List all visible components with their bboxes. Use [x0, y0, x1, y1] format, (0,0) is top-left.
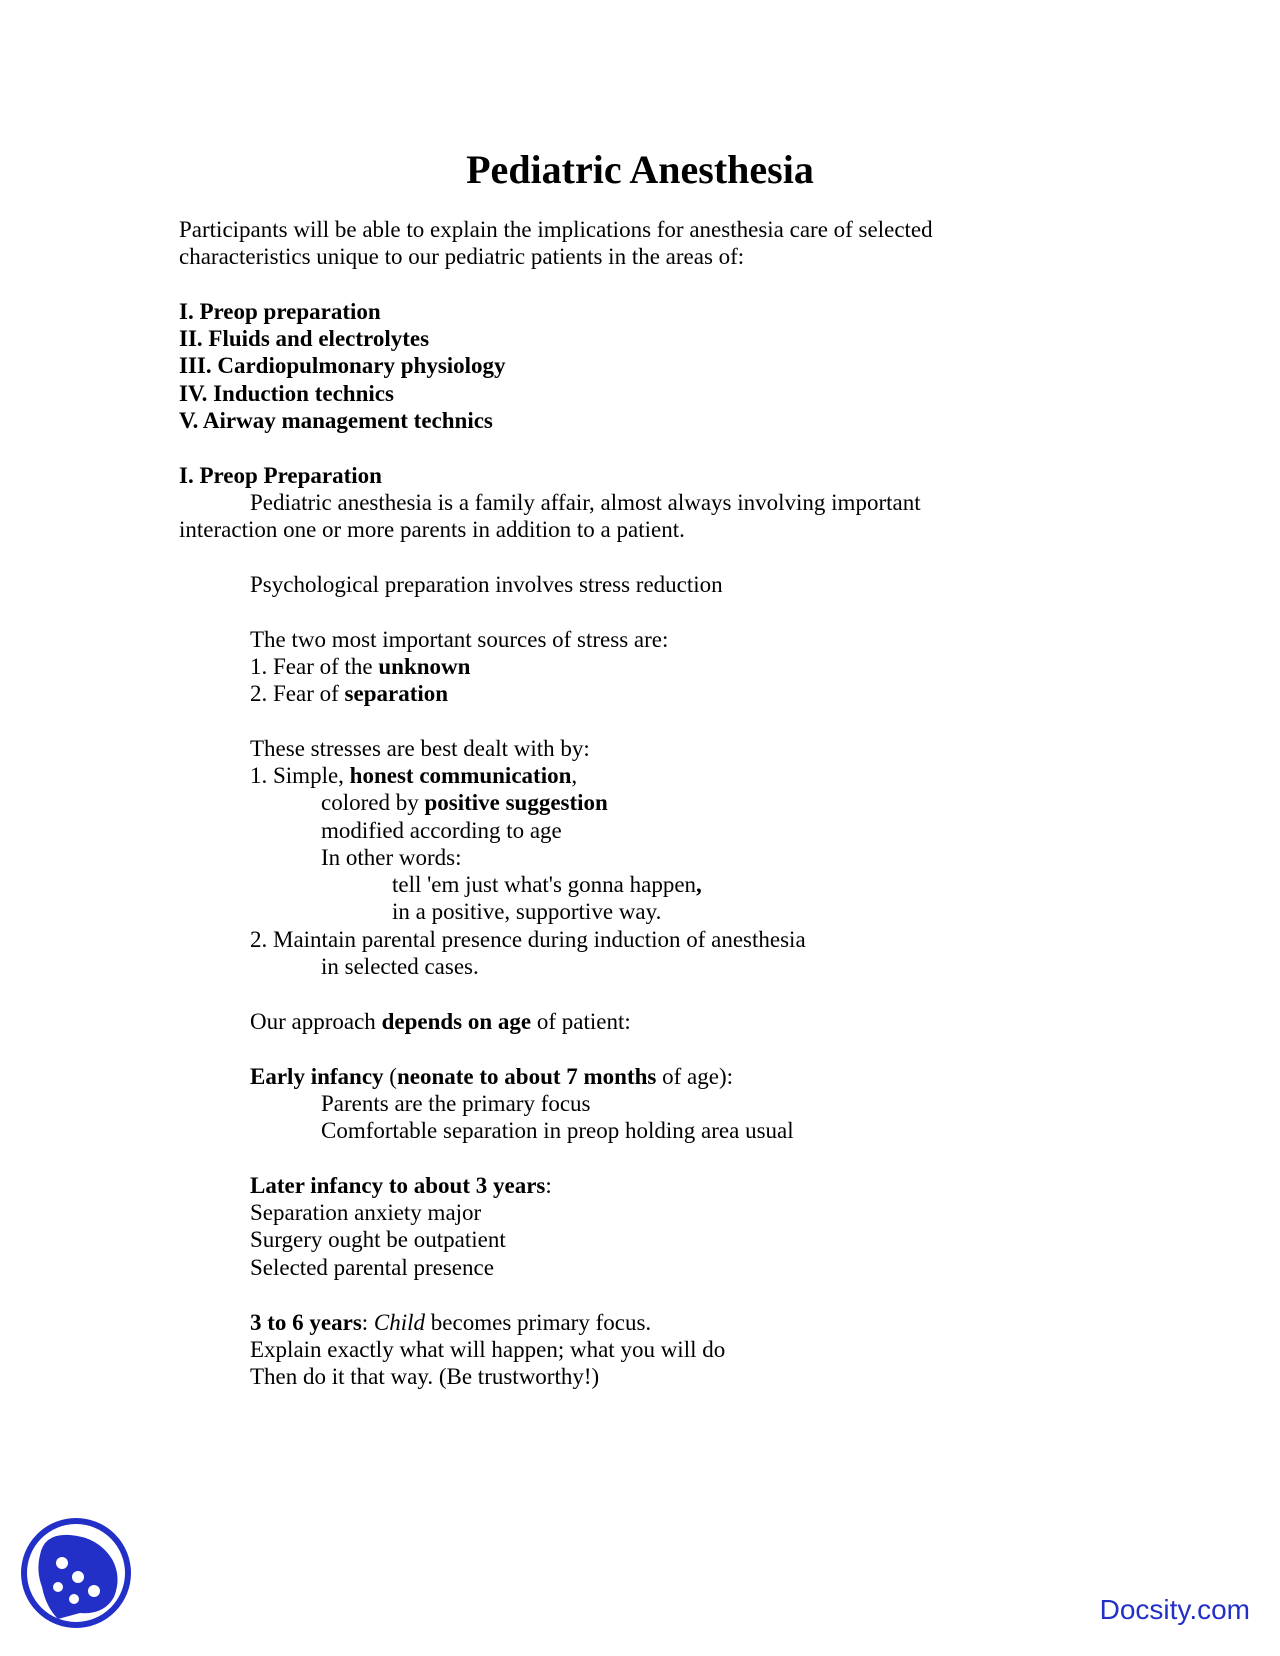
paragraph-line: Pediatric anesthesia is a family affair, almost always involving important [250, 490, 921, 515]
fear-item: 1. Fear of the unknown [250, 654, 471, 679]
strategy-item: 1. Simple, honest communication, [250, 763, 578, 788]
age-group-heading: 3 to 6 years: Child becomes primary focus. [250, 1310, 652, 1335]
approach-line: Our approach depends on age of patient: [250, 1009, 631, 1034]
outline-item: IV. Induction technics [179, 381, 394, 406]
outline-item: I. Preop preparation [179, 299, 381, 324]
age-group-detail: Separation anxiety major [250, 1200, 482, 1225]
age-group-detail: Comfortable separation in preop holding area usual [321, 1118, 794, 1143]
strategy-detail: In other words: [321, 845, 462, 870]
intro-line-1: Participants will be able to explain the implications for anesthesia care of selected [179, 217, 933, 242]
age-group-detail: Parents are the primary focus [321, 1091, 591, 1116]
outline-item: III. Cardiopulmonary physiology [179, 353, 506, 378]
strategy-item: 2. Maintain parental presence during induction of anesthesia [250, 927, 806, 952]
outline-item: V. Airway management technics [179, 408, 493, 433]
section-heading: I. Preop Preparation [179, 463, 382, 488]
fear-item: 2. Fear of separation [250, 681, 449, 706]
age-group-detail: Then do it that way. (Be trustworthy!) [250, 1364, 600, 1389]
paragraph-line: interaction one or more parents in addition to a patient. [179, 517, 685, 542]
sources-intro: The two most important sources of stress are: [250, 627, 669, 652]
age-group-detail: Selected parental presence [250, 1255, 494, 1280]
dealt-intro: These stresses are best dealt with by: [250, 736, 590, 761]
strategy-detail: tell 'em just what's gonna happen, [392, 872, 702, 897]
outline-item: II. Fluids and electrolytes [179, 326, 430, 351]
age-group-heading: Later infancy to about 3 years: [250, 1173, 552, 1198]
strategy-detail: modified according to age [321, 818, 562, 843]
strategy-detail: in selected cases. [321, 954, 479, 979]
age-group-detail: Explain exactly what will happen; what you will do [250, 1337, 726, 1362]
age-group-heading: Early infancy (neonate to about 7 months of age): [250, 1064, 734, 1089]
psych-line: Psychological preparation involves stress reduction [250, 572, 723, 597]
strategy-detail: colored by positive suggestion [321, 790, 608, 815]
intro-line-2: characteristics unique to our pediatric patients in the areas of: [179, 244, 745, 269]
page-title: Pediatric Anesthesia [466, 147, 814, 192]
strategy-detail: in a positive, supportive way. [392, 899, 662, 924]
docsity-watermark[interactable]: Docsity.com [1099, 1594, 1250, 1625]
docsity-logo-icon [18, 1515, 134, 1631]
age-group-detail: Surgery ought be outpatient [250, 1227, 506, 1252]
